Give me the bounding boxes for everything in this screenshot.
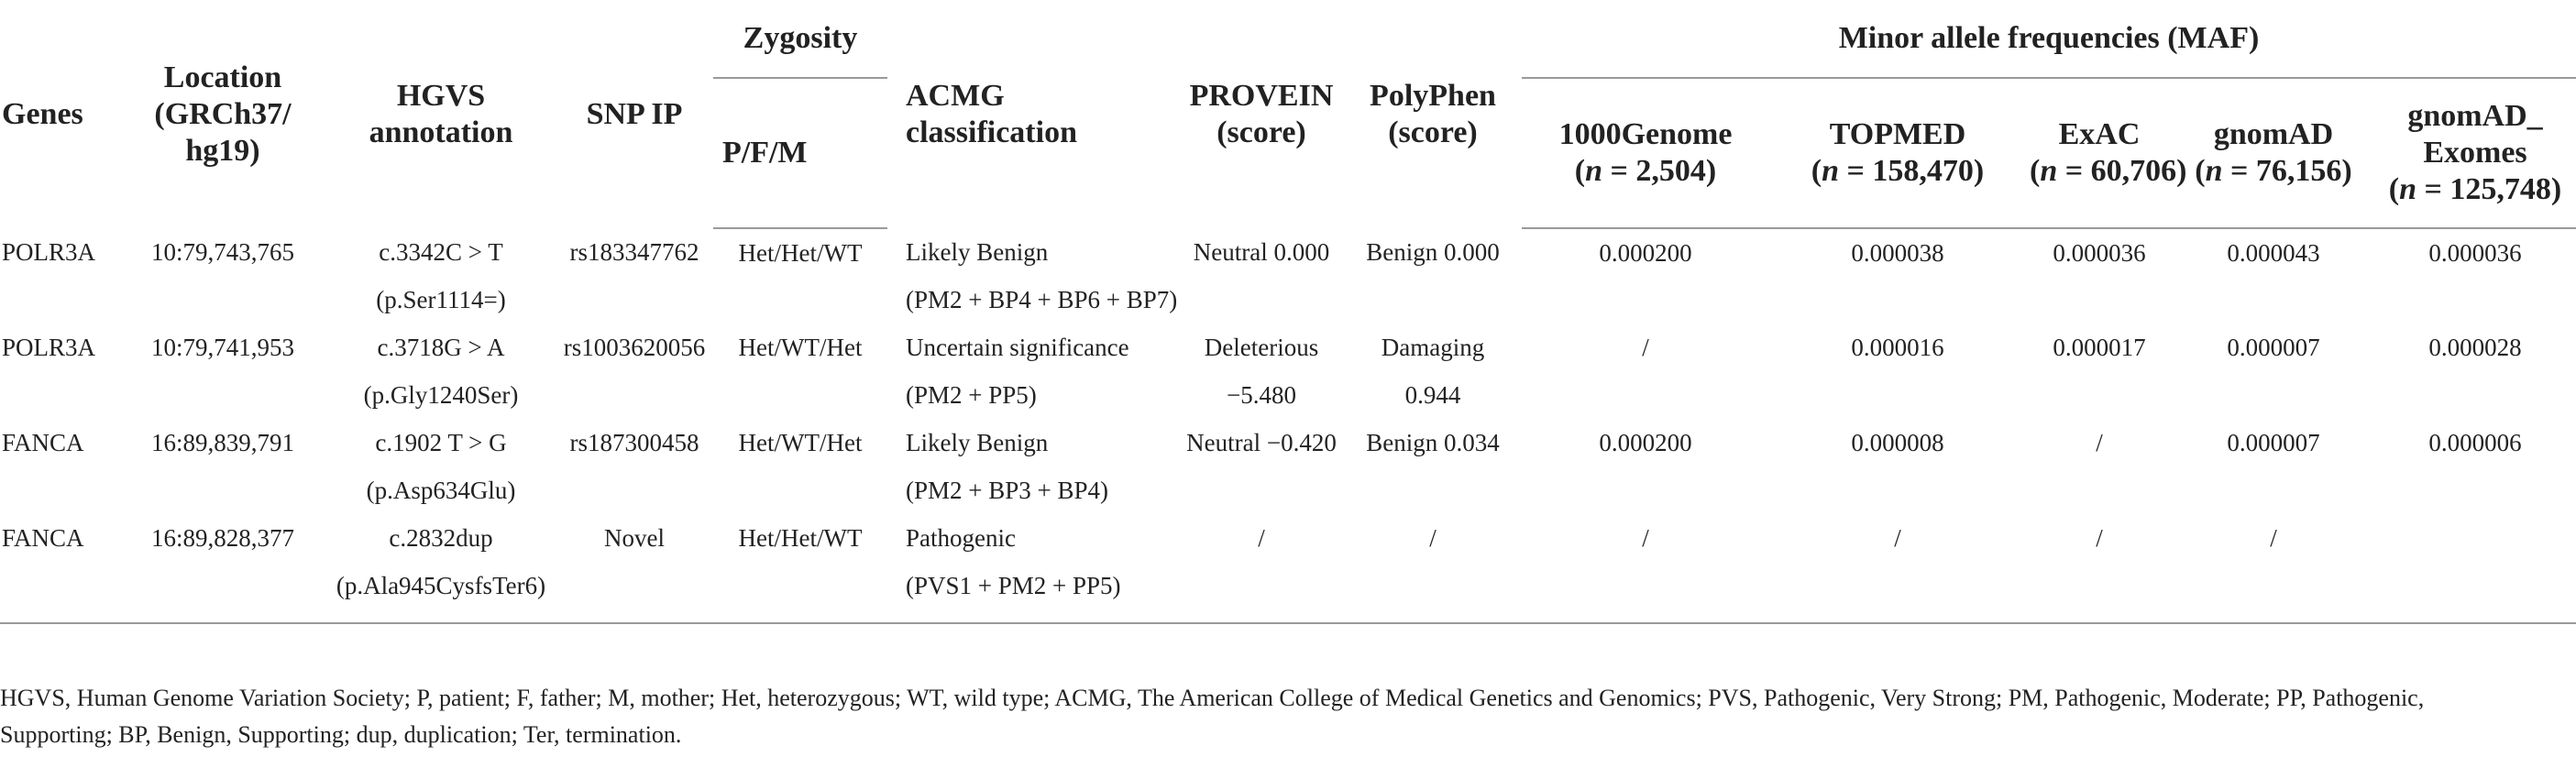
cell-hgvs: c.3718G > A (p.Gly1240Ser) xyxy=(363,334,519,409)
cell-maf-1000genome: 0.000200 xyxy=(1599,239,1692,267)
cell-maf-topmed: 0.000038 xyxy=(1851,239,1944,267)
cell-location: 16:89,839,791 xyxy=(150,429,294,456)
header-hgvs: HGVS annotation xyxy=(369,78,513,149)
cell-hgvs: c.2832dup (p.Ala945CysfsTer6) xyxy=(326,514,556,623)
cell-maf-topmed: 0.000008 xyxy=(1851,429,1944,456)
header-maf-1000genome: 1000Genome (n = 2,504) xyxy=(1522,78,1769,228)
footnote-line: HGVS, Human Genome Variation Society; P, patient; F, father; M, mother; Het, heterozygous; WT, wild type; ACMG, The American College of Medical Genetics and Genomics; PVS, Pathogenic, Very Strong; PM, Pathogenic, Moderate; PP, Pathogenic, xyxy=(0,685,2425,711)
cell-location: 10:79,741,953 xyxy=(150,334,294,361)
cell-maf-gnomad: / xyxy=(2173,514,2374,623)
footnote-line: Supporting; BP, Benign, Supporting; dup, duplication; Ter, termination. xyxy=(0,721,682,748)
cell-gene: POLR3A xyxy=(2,238,96,266)
cell-maf-exac: / xyxy=(2026,514,2173,623)
cell-snp: rs187300458 xyxy=(569,429,699,456)
cell-snp: rs1003620056 xyxy=(563,334,706,361)
header-genes: Genes xyxy=(2,96,83,131)
cell-acmg: Uncertain significance (PM2 + PP5) xyxy=(906,334,1129,409)
cell-acmg: Likely Benign (PM2 + BP3 + BP4) xyxy=(906,429,1109,504)
cell-location: 16:89,828,377 xyxy=(119,514,326,623)
cell-maf-gnomad-exomes: 0.000006 xyxy=(2428,429,2522,456)
cell-provein: Neutral 0.000 xyxy=(1193,238,1330,266)
cell-maf-gnomad: 0.000043 xyxy=(2227,239,2320,267)
cell-maf-1000genome: 0.000200 xyxy=(1599,429,1692,456)
header-provein: PROVEIN (score) xyxy=(1189,78,1334,149)
table-row xyxy=(0,514,2576,623)
cell-maf-gnomad-exomes: 0.000028 xyxy=(2428,334,2522,361)
cell-maf-gnomad: 0.000007 xyxy=(2227,334,2320,361)
cell-polyphen: Damaging 0.944 xyxy=(1381,334,1485,409)
cell-snp: Novel xyxy=(556,514,713,623)
header-zygosity: Zygosity xyxy=(713,0,887,78)
cell-provein: Deleterious −5.480 xyxy=(1204,334,1319,409)
header-maf-exac: ExAC (n = 60,706) xyxy=(2026,78,2173,228)
cell-polyphen: / xyxy=(1344,514,1522,623)
cell-maf-gnomad-exomes: 0.000036 xyxy=(2428,239,2522,267)
header-acmg: ACMG classification xyxy=(906,78,1077,149)
header-maf-gnomad-exomes: gnomAD_ Exomes (n = 125,748) xyxy=(2374,78,2576,228)
table-footnote xyxy=(0,680,2558,753)
cell-gene: FANCA xyxy=(2,429,84,456)
table-body xyxy=(0,228,2576,623)
cell-maf-topmed: 0.000016 xyxy=(1851,334,1944,361)
cell-zygosity: Het/WT/Het xyxy=(738,429,863,456)
table-row xyxy=(0,228,2576,324)
table-header xyxy=(0,0,2576,228)
cell-gene: FANCA xyxy=(0,514,119,623)
cell-maf-1000genome: / xyxy=(1522,514,1769,623)
cell-polyphen: Benign 0.000 xyxy=(1366,238,1500,266)
header-snp: SNP IP xyxy=(586,96,683,131)
cell-maf-exac: 0.000017 xyxy=(2053,334,2146,361)
header-zygosity-pfm: P/F/M xyxy=(713,78,887,228)
table-row xyxy=(0,419,2576,514)
cell-snp: rs183347762 xyxy=(569,238,699,266)
cell-zygosity: Het/WT/Het xyxy=(738,334,863,361)
cell-maf-gnomad-exomes xyxy=(2374,514,2576,623)
cell-maf-exac: / xyxy=(2096,429,2103,456)
cell-zygosity: Het/Het/WT xyxy=(738,239,863,267)
header-maf-group: Minor allele frequencies (MAF) xyxy=(1522,0,2576,78)
header-polyphen: PolyPhen (score) xyxy=(1370,78,1496,149)
cell-gene: POLR3A xyxy=(2,334,96,361)
cell-hgvs: c.1902 T > G (p.Asp634Glu) xyxy=(366,429,516,504)
header-location: Location (GRCh37/ hg19) xyxy=(154,60,292,168)
cell-hgvs: c.3342C > T (p.Ser1114=) xyxy=(376,238,506,313)
cell-acmg: Pathogenic (PVS1 + PM2 + PP5) xyxy=(887,514,1179,623)
cell-maf-gnomad: 0.000007 xyxy=(2227,429,2320,456)
cell-maf-exac: 0.000036 xyxy=(2053,239,2146,267)
cell-zygosity: Het/Het/WT xyxy=(713,514,887,623)
header-maf-gnomad: gnomAD (n = 76,156) xyxy=(2173,78,2374,228)
cell-provein: Neutral −0.420 xyxy=(1186,429,1337,456)
cell-acmg: Likely Benign (PM2 + BP4 + BP6 + BP7) xyxy=(906,238,1178,313)
cell-provein: / xyxy=(1179,514,1344,623)
cell-maf-1000genome: / xyxy=(1642,334,1649,361)
header-maf-topmed: TOPMED (n = 158,470) xyxy=(1769,78,2026,228)
table-row xyxy=(0,324,2576,419)
cell-location: 10:79,743,765 xyxy=(150,238,294,266)
cell-polyphen: Benign 0.034 xyxy=(1366,429,1500,456)
cell-maf-topmed: / xyxy=(1769,514,2026,623)
